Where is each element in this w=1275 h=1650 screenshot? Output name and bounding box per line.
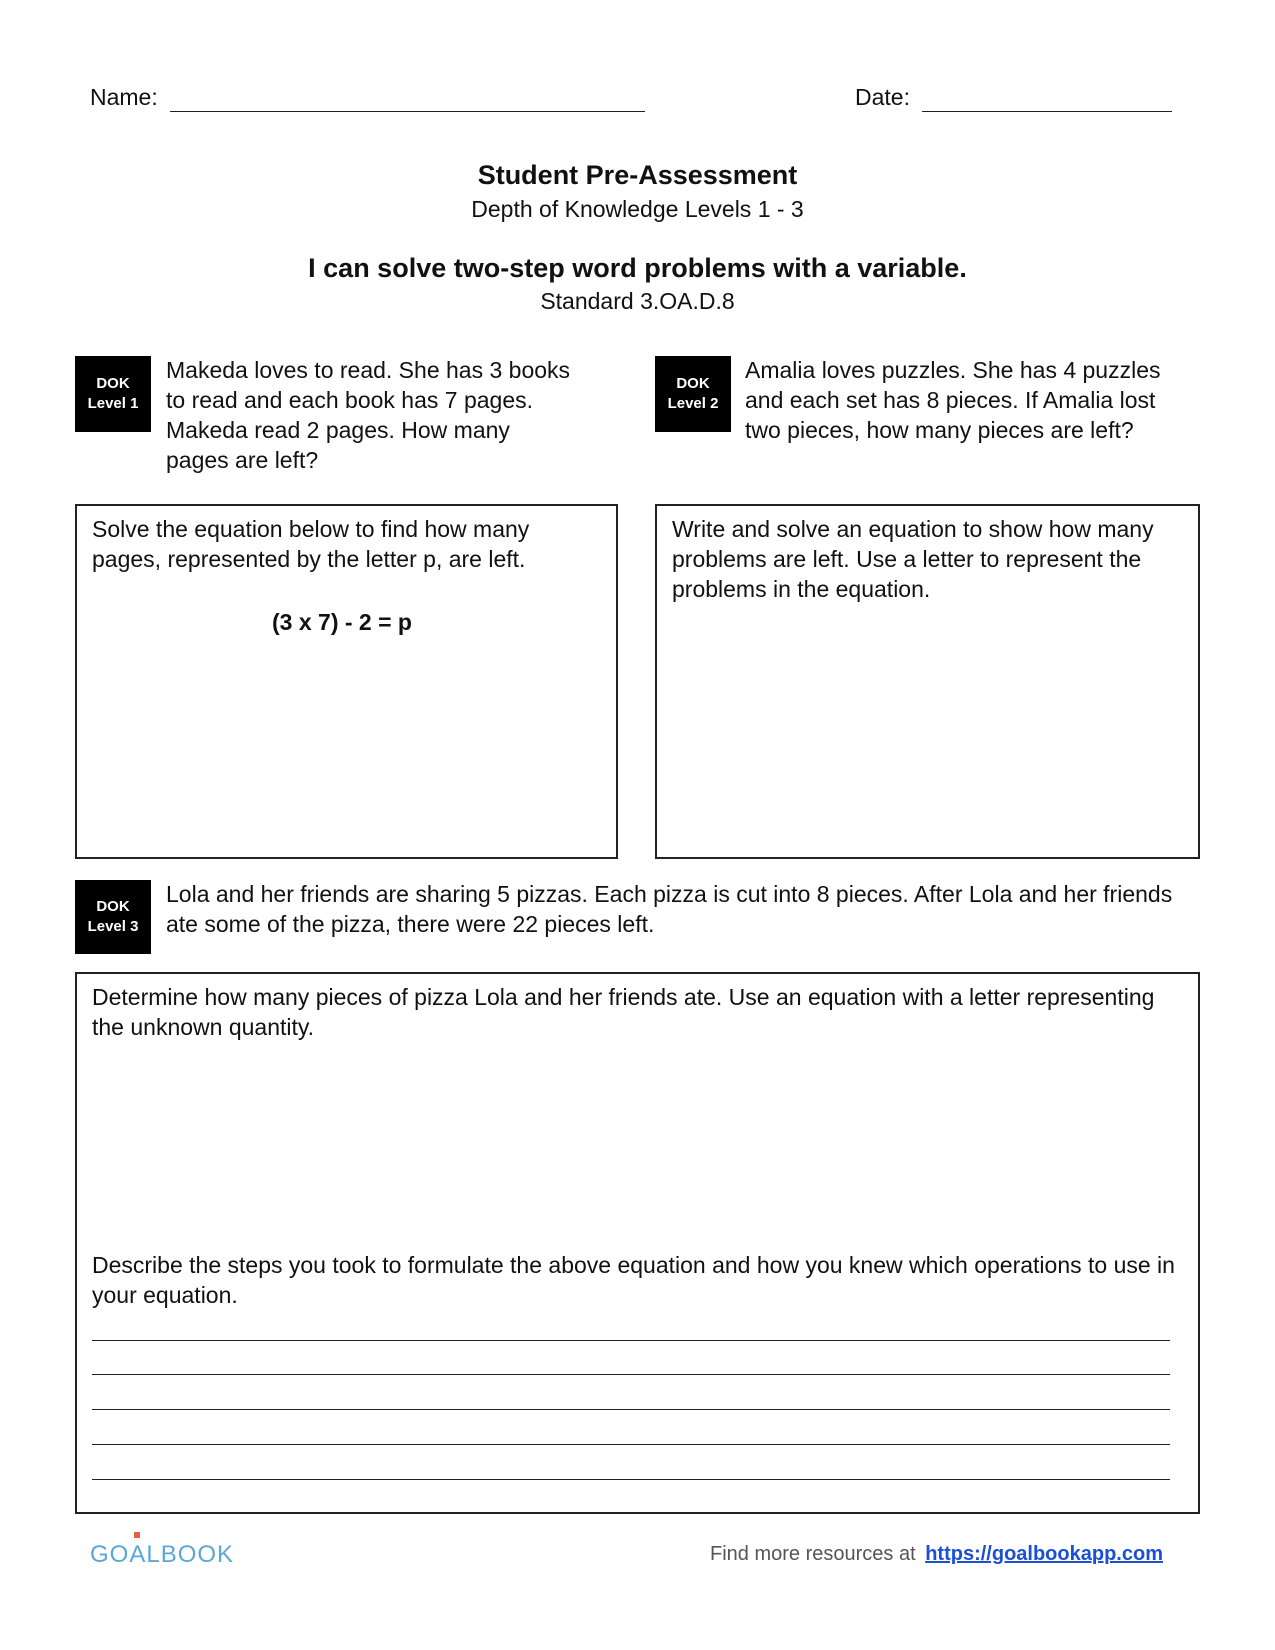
date-row — [855, 84, 1172, 112]
problem-3-instruction: Determine how many pieces of pizza Lola and her friends ate. Use an equation with a letter representing the unknown quantity. — [92, 984, 1155, 1040]
date-field[interactable] — [922, 84, 1172, 112]
name-label: Name: — [90, 84, 158, 110]
answer-line[interactable] — [92, 1409, 1170, 1410]
answer-line[interactable] — [92, 1374, 1170, 1375]
problem-1-equation: (3 x 7) - 2 = p — [272, 609, 412, 635]
name-row — [90, 84, 645, 112]
footer-resources — [710, 1543, 1163, 1566]
standard-label: Standard 3.OA.D.8 — [540, 288, 735, 314]
page-title: Student Pre-Assessment — [477, 160, 798, 190]
logo-text: GOALBOOK — [90, 1541, 235, 1568]
logo-flag-icon — [134, 1532, 140, 1538]
problem-1-instruction: Solve the equation below to find how many pages, represented by the letter p, are left. — [92, 516, 530, 572]
problem-2-instruction: Write and solve an equation to show how many problems are left. Use a letter to represent the problems in the equation. — [672, 516, 1154, 602]
dok-badge-level-2 — [655, 356, 731, 432]
date-label: Date: — [855, 84, 910, 110]
problem-3-prompt: Lola and her friends are sharing 5 pizzas. Each pizza is cut into 8 pieces. After Lola and her friends ate some of the pizza, there were 22 pieces left. — [166, 881, 1173, 937]
problem-3-answer-box[interactable] — [75, 972, 1200, 1514]
answer-line[interactable] — [92, 1444, 1170, 1445]
problem-3-followup: Describe the steps you took to formulate the above equation and how you knew which operations to use in your equation. — [92, 1252, 1175, 1308]
dok-badge-bottom: Level 3 — [87, 918, 139, 935]
dok-badge-bottom: Level 1 — [87, 395, 139, 412]
page-subtitle: Depth of Knowledge Levels 1 - 3 — [471, 196, 804, 222]
dok-badge-top: DOK — [96, 898, 130, 915]
footer-link[interactable]: https://goalbookapp.com — [925, 1543, 1163, 1565]
answer-line[interactable] — [92, 1479, 1170, 1480]
name-field[interactable] — [170, 84, 645, 112]
footer-resources-text: Find more resources at — [710, 1543, 916, 1565]
learning-objective: I can solve two-step word problems with a variable. — [308, 253, 967, 283]
goalbook-logo — [90, 1541, 234, 1569]
problem-2-prompt: Amalia loves puzzles. She has 4 puzzles and each set has 8 pieces. If Amalia lost two pieces, how many pieces are left? — [745, 357, 1161, 443]
dok-badge-bottom: Level 2 — [667, 395, 719, 412]
answer-line[interactable] — [92, 1340, 1170, 1341]
dok-badge-top: DOK — [96, 375, 130, 392]
problem-1-prompt: Makeda loves to read. She has 3 books to read and each book has 7 pages. Makeda read 2 pages. How many pages are left? — [166, 357, 571, 473]
dok-badge-level-1 — [75, 356, 151, 432]
dok-badge-top: DOK — [676, 375, 710, 392]
dok-badge-level-3 — [75, 880, 151, 954]
